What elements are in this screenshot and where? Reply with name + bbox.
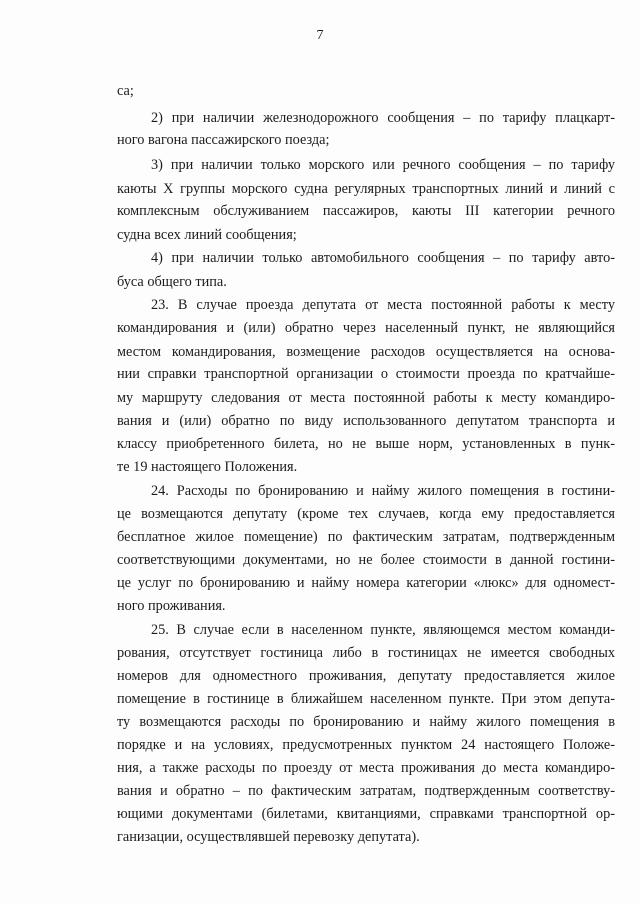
text-line: вания и (или) обратно по виду использованного депутатом транспорта и	[117, 413, 615, 429]
text-line: 4) при наличии только автомобильного сообщения – по тарифу авто-	[151, 250, 615, 266]
text-line: ту возмещаются расходы по бронированию и найму жилого помещения в	[117, 714, 615, 730]
text-line: ного вагона пассажирского поезда;	[117, 132, 330, 148]
text-line: местом командирования, возмещение расходов осуществляется на основа-	[117, 344, 615, 360]
text-line: судна всех линий сообщения;	[117, 227, 297, 243]
text-line: буса общего типа.	[117, 274, 227, 290]
page-number: 7	[316, 28, 324, 43]
text-line: бесплатное жилое помещение) по фактическим затратам, подтвержденным	[117, 529, 615, 545]
text-line: нии справки транспортной организации о стоимости проезда по кратчайше-	[117, 366, 615, 382]
text-line: 2) при наличии железнодорожного сообщения – по тарифу плацкарт-	[151, 110, 615, 126]
text-line: 24. Расходы по бронированию и найму жилого помещения в гостини-	[151, 483, 615, 499]
text-line: рования, отсутствует гостиница либо в гостиницах не имеется свободных	[117, 645, 615, 661]
text-line: це услуг по бронированию и найму номера категории «люкс» для одномест-	[117, 575, 615, 591]
text-line: це возмещаются депутату (кроме тех случаев, когда ему предоставляется	[117, 506, 615, 522]
text-line: классу приобретенного билета, но не выше норм, установленных в пунк-	[117, 436, 615, 452]
text-line: му маршруту следования от места постоянной работы к месту командиро-	[117, 390, 615, 406]
text-line: 23. В случае проезда депутата от места постоянной работы к месту	[151, 297, 615, 313]
text-line: са;	[117, 83, 134, 99]
text-line: комплексным обслуживанием пассажиров, каюты III категории речного	[117, 203, 615, 219]
text-line: номеров для одноместного проживания, депутату предоставляется жилое	[117, 668, 615, 684]
text-line: ния, а также расходы по проезду от места проживания до места командиро-	[117, 760, 615, 776]
text-line: 3) при наличии только морского или речного сообщения – по тарифу	[151, 157, 615, 173]
text-line: помещение в гостинице в ближайшем населенном пункте. При этом депута-	[117, 691, 615, 707]
text-line: порядке и на условиях, предусмотренных пунктом 24 настоящего Положе-	[117, 737, 615, 753]
text-line: 25. В случае если в населенном пункте, являющемся местом команди-	[151, 622, 615, 638]
text-line: командирования и (или) обратно через населенный пункт, не являющийся	[117, 320, 615, 336]
text-line: соответствующими документами, но не более стоимости в данной гостини-	[117, 552, 615, 568]
text-line: те 19 настоящего Положения.	[117, 459, 298, 475]
text-line: вания и обратно – по фактическим затратам, подтвержденным соответству-	[117, 783, 615, 799]
text-line: ющими документами (билетами, квитанциями, справками транспортной ор-	[117, 806, 615, 822]
text-line: ного проживания.	[117, 598, 226, 614]
text-line: каюты X группы морского судна регулярных транспортных линий и линий с	[117, 181, 615, 197]
text-line: ганизации, осуществлявшей перевозку депутата).	[117, 829, 420, 845]
